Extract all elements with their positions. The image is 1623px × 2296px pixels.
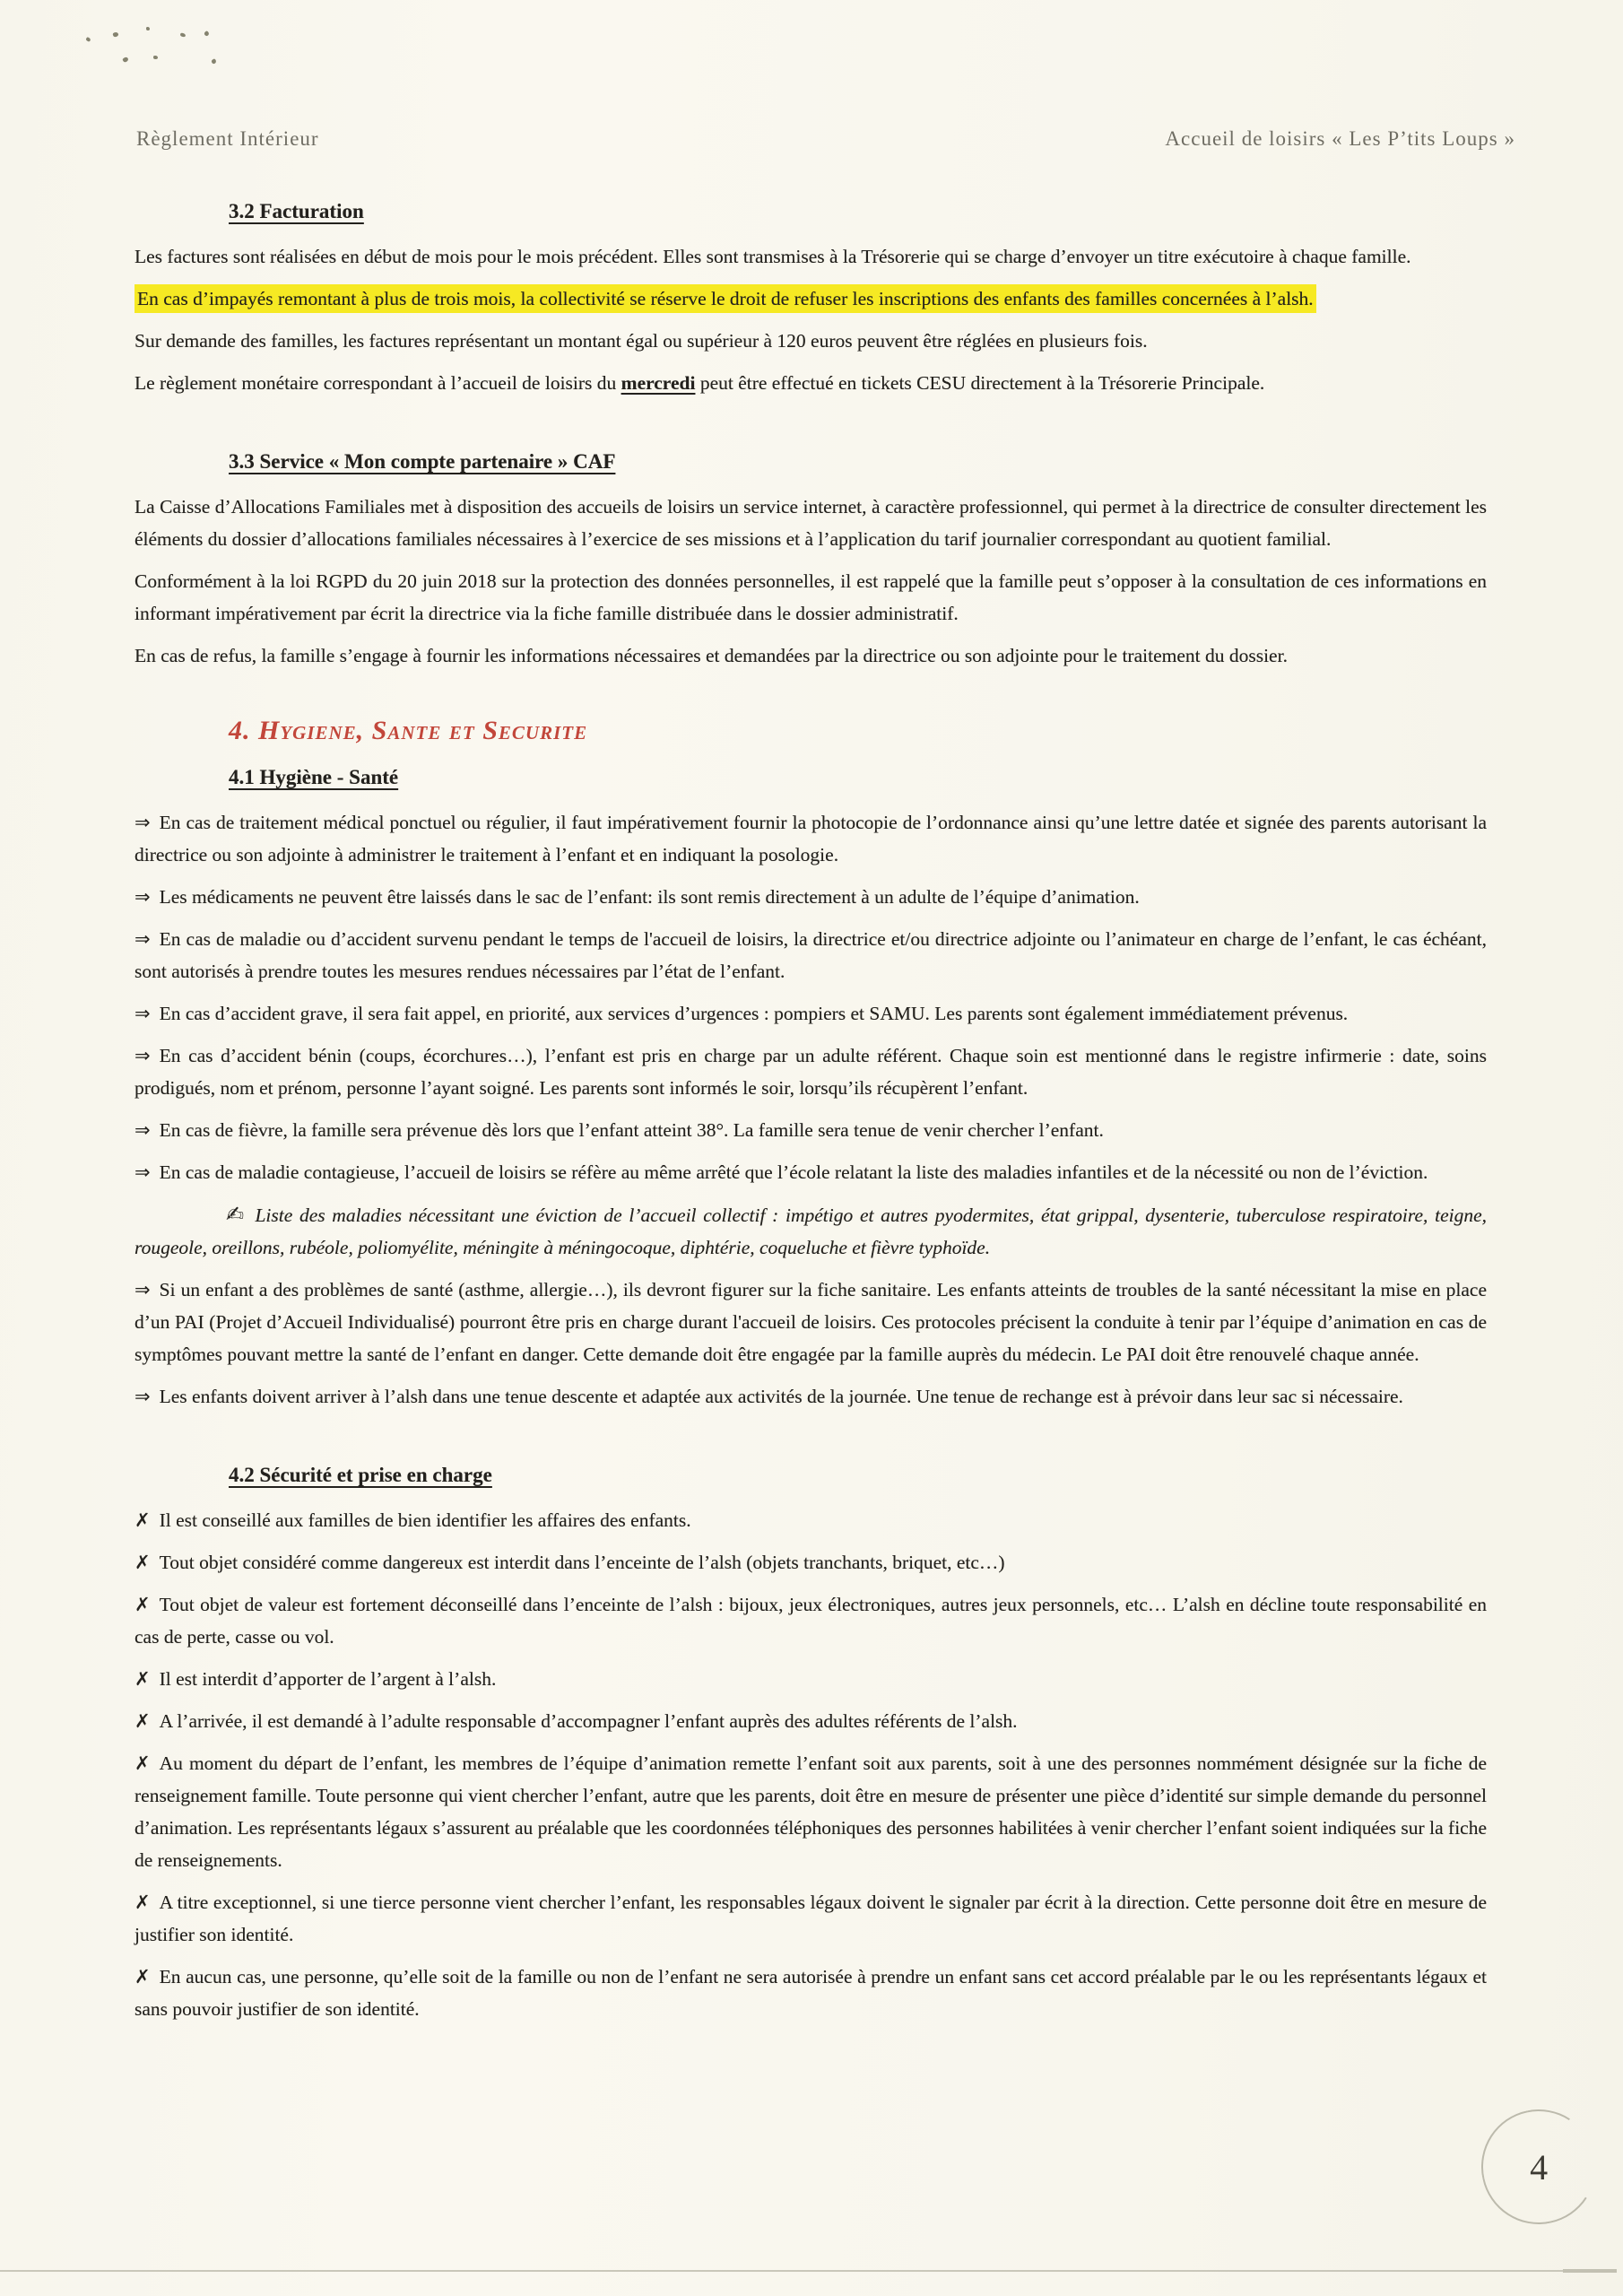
double-arrow-icon: ⇒	[135, 1045, 151, 1066]
list-item	[135, 1504, 1487, 1536]
paragraph: En cas de refus, la famille s’engage à fournir les informations nécessaires et demandées par la directrice ou son adjointe pour le traitement du dossier.	[135, 645, 1288, 666]
list-item	[135, 1114, 1487, 1146]
cross-bullet-icon: ✗	[135, 1752, 151, 1774]
double-arrow-icon: ⇒	[135, 1279, 151, 1300]
list-item-text: Les enfants doivent arriver à l’alsh dans une tenue descente et adaptée aux activités de la journée. Une tenue de rechange est à prévoir dans leur sac si nécessaire.	[159, 1386, 1403, 1407]
section-heading-4-2: 4.2 Sécurité et prise en charge	[229, 1464, 492, 1486]
list-item	[135, 1705, 1487, 1737]
paragraph: Sur demande des familles, les factures représentant un montant égal ou supérieur à 120 euros peuvent être réglées en plusieurs fois.	[135, 330, 1148, 352]
list-item	[135, 1274, 1487, 1370]
scan-speck	[146, 27, 150, 30]
list-item-text: A l’arrivée, il est demandé à l’adulte responsable d’accompagner l’enfant auprès des adultes référents de l’alsh.	[159, 1710, 1018, 1732]
list-item	[135, 1747, 1487, 1876]
section-heading-4: 4. Hygiene, Sante et Securite	[229, 716, 588, 745]
paragraph-text: Le règlement monétaire correspondant à l’accueil de loisirs du	[135, 372, 621, 394]
header-organization: Accueil de loisirs « Les P’tits Loups »	[1165, 127, 1515, 150]
double-arrow-icon: ⇒	[135, 812, 151, 833]
paragraph: Conformément à la loi RGPD du 20 juin 2018 sur la protection des données personnelles, il est rappelé que la famille peut s’opposer à la consultation de ces informations en informant impérativement par écrit la directrice via la fiche famille distribuée dans le dossier administratif.	[135, 570, 1487, 624]
list-item	[135, 1546, 1487, 1578]
scan-speck	[204, 30, 210, 37]
list-item-text: En cas de fièvre, la famille sera prévenue dès lors que l’enfant atteint 38°. La famille sera tenue de venir chercher l’enfant.	[159, 1119, 1104, 1141]
paragraph: La Caisse d’Allocations Familiales met à disposition des accueils de loisirs un service internet, à caractère professionnel, qui permet à la directrice de consulter directement les éléments du dossier d’allocations familiales nécessaires à l’exercice de ses missions et à l’application du tarif journalier correspondant au quotient familial.	[135, 496, 1487, 550]
list-item-text: A titre exceptionnel, si une tierce personne vient chercher l’enfant, les responsables légaux doivent le signaler par écrit à la direction. Cette personne doit être en mesure de justifier son identité.	[135, 1892, 1487, 1945]
list-item-text: Au moment du départ de l’enfant, les membres de l’équipe d’animation remette l’enfant soit aux parents, soit à une des personnes nommément désignée sur la fiche de renseignement famille. Toute personne qui vient chercher l’enfant, autre que les parents, doit être en mesure de présenter une pièce d’identité sur simple demande du personnel d’animation. Les représentants légaux s’assurent au préalable que les coordonnées téléphoniques des personnes habilitées à venir chercher l’enfant soient indiquées sur la fiche de renseignements.	[135, 1752, 1487, 1871]
list-item	[135, 1886, 1487, 1951]
page-number-circle	[1471, 2099, 1607, 2235]
header-document-title: Règlement Intérieur	[136, 127, 319, 150]
emphasized-word: mercredi	[621, 372, 696, 394]
paragraph	[135, 367, 1487, 399]
section-heading-3-2: 3.2 Facturation	[229, 200, 364, 222]
document-body	[135, 169, 1487, 2035]
list-item-text: Tout objet de valeur est fortement déconseillé dans l’enceinte de l’alsh : bijoux, jeux électroniques, autres jeux personnels, etc… L’alsh en décline toute responsabilité en cas de perte, casse ou vol.	[135, 1594, 1487, 1648]
scan-edge-line	[0, 2270, 1610, 2272]
list-item	[135, 1663, 1487, 1695]
list-item	[135, 1156, 1487, 1188]
double-arrow-icon: ⇒	[135, 928, 151, 950]
list-item	[135, 881, 1487, 913]
list-item	[135, 1588, 1487, 1653]
paragraph-text: peut être effectué en tickets CESU directement à la Trésorerie Principale.	[695, 372, 1265, 394]
double-arrow-icon: ⇒	[135, 1003, 151, 1024]
paragraph-highlighted	[135, 283, 1487, 315]
cross-bullet-icon: ✗	[135, 1966, 151, 1987]
list-item-text: En cas de traitement médical ponctuel ou régulier, il faut impérativement fournir la photocopie de l’ordonnance ainsi qu’une lettre datée et signée des parents autorisant la directrice ou son adjointe à administrer le traitement à l’enfant et en indiquant la posologie.	[135, 812, 1487, 865]
list-item-text: Tout objet considéré comme dangereux est interdit dans l’enceinte de l’alsh (objets tranchants, briquet, etc…)	[159, 1552, 1005, 1573]
illness-list-note	[135, 1198, 1487, 1264]
scan-speck	[180, 32, 187, 37]
cross-bullet-icon: ✗	[135, 1710, 151, 1732]
list-item	[135, 1039, 1487, 1104]
page-number: 4	[1530, 2146, 1548, 2187]
section-heading-3-3: 3.3 Service « Mon compte partenaire » CAF	[229, 450, 616, 473]
list-item-text: En cas d’accident bénin (coups, écorchures…), l’enfant est pris en charge par un adulte référent. Chaque soin est mentionné dans le registre infirmerie : date, soins prodigués, nom et prénom, personne l’ayant soigné. Les parents sont informés le soir, lorsqu’ils récupèrent l’enfant.	[135, 1045, 1487, 1099]
scan-speck	[112, 31, 118, 38]
double-arrow-icon: ⇒	[135, 1119, 151, 1141]
cross-bullet-icon: ✗	[135, 1892, 151, 1913]
writing-hand-icon: ✍	[226, 1202, 247, 1227]
highlight-marker: En cas d’impayés remontant à plus de trois mois, la collectivité se réserve le droit de refuser les inscriptions des enfants des familles concernées à l’alsh.	[135, 284, 1316, 313]
list-item-text: Il est conseillé aux familles de bien identifier les affaires des enfants.	[159, 1509, 691, 1531]
list-item	[135, 923, 1487, 987]
list-item-text: Si un enfant a des problèmes de santé (asthme, allergie…), ils devront figurer sur la fiche sanitaire. Les enfants atteints de troubles de la santé nécessitant la mise en place d’un PAI (Projet d’Accueil Individualisé) pourront être pris en charge durant l'accueil de loisirs. Ces protocoles précisent la conduite à tenir par l’équipe d’animation en cas de symptômes pouvant mettre la santé de l’enfant en danger. Cette demande doit être engagée par la famille auprès du médecin. Le PAI doit être renouvelé chaque année.	[135, 1279, 1487, 1365]
double-arrow-icon: ⇒	[135, 1161, 151, 1183]
list-item-text: Il est interdit d’apporter de l’argent à l’alsh.	[159, 1668, 497, 1690]
list-item-text: Les médicaments ne peuvent être laissés dans le sac de l’enfant: ils sont remis directement à un adulte de l’équipe d’animation.	[159, 886, 1140, 908]
page-header	[136, 127, 1515, 151]
double-arrow-icon: ⇒	[135, 1386, 151, 1407]
cross-bullet-icon: ✗	[135, 1594, 151, 1615]
scan-speck	[153, 56, 158, 59]
list-item-text: En cas de maladie ou d’accident survenu pendant le temps de l'accueil de loisirs, la directrice et/ou directrice adjointe ou l’animateur en charge de l’enfant, le cas échéant, sont autorisés à prendre toutes les mesures rendues nécessaires par l’état de l’enfant.	[135, 928, 1487, 982]
double-arrow-icon: ⇒	[135, 886, 151, 908]
cross-bullet-icon: ✗	[135, 1509, 151, 1531]
list-item-text: En cas d’accident grave, il sera fait appel, en priorité, aux services d’urgences : pompiers et SAMU. Les parents sont également immédiatement prévenus.	[159, 1003, 1349, 1024]
section-heading-4-1: 4.1 Hygiène - Santé	[229, 766, 399, 788]
list-item	[135, 997, 1487, 1030]
scan-speck	[122, 57, 129, 64]
scan-speck	[211, 58, 217, 65]
list-item	[135, 1380, 1487, 1413]
note-text: Liste des maladies nécessitant une éviction de l’accueil collectif : impétigo et autres pyodermites, état grippal, dysenterie, tuberculose respiratoire, teigne, rougeole, oreillons, rubéole, poliomyélite, méningite à méningocoque, diphtérie, coqueluche et fièvre typhoïde.	[135, 1205, 1487, 1258]
scan-speck	[85, 37, 91, 42]
list-item-text: En cas de maladie contagieuse, l’accueil de loisirs se réfère au même arrêté que l’école relatant la liste des maladies infantiles et de la nécessité ou non de l’éviction.	[159, 1161, 1428, 1183]
list-item	[135, 1961, 1487, 2025]
paragraph: Les factures sont réalisées en début de mois pour le mois précédent. Elles sont transmises à la Trésorerie qui se charge d’envoyer un titre exécutoire à chaque famille.	[135, 246, 1411, 267]
list-item-text: En aucun cas, une personne, qu’elle soit de la famille ou non de l’enfant ne sera autorisée à prendre un enfant sans cet accord préalable par le ou les représentants légaux et sans pouvoir justifier de son identité.	[135, 1966, 1487, 2020]
cross-bullet-icon: ✗	[135, 1552, 151, 1573]
list-item	[135, 806, 1487, 871]
cross-bullet-icon: ✗	[135, 1668, 151, 1690]
